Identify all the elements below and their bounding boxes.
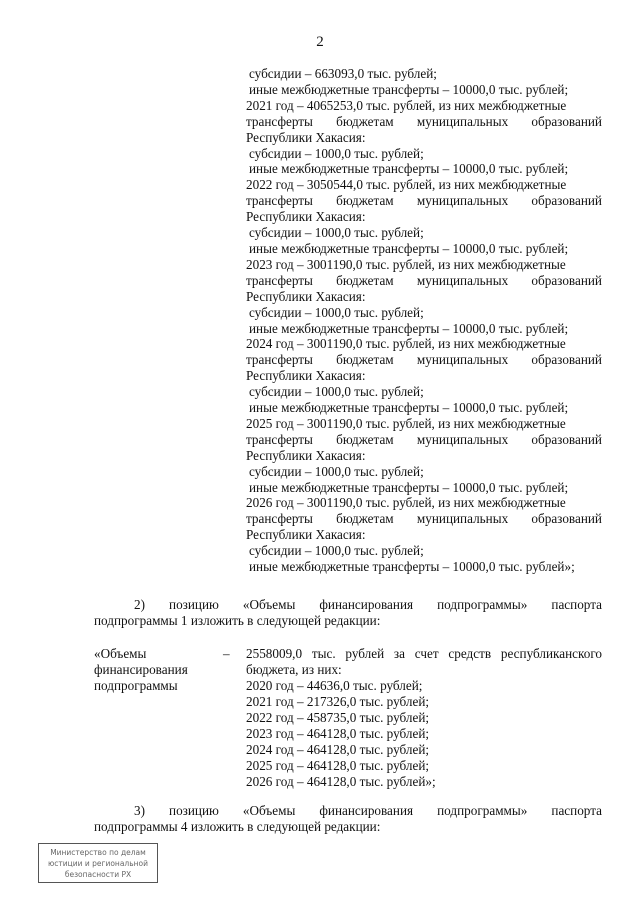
- text-line: Республики Хакасия:: [246, 209, 366, 225]
- value-line: 2022 год – 458735,0 тыс. рублей;: [246, 710, 430, 725]
- text-line: 2023 год – 3001190,0 тыс. рублей, из них межбюджетные: [246, 256, 566, 272]
- value-line: 2026 год – 464128,0 тыс. рублей»;: [246, 774, 436, 789]
- value-line: 2024 год – 464128,0 тыс. рублей;: [246, 742, 430, 757]
- text-line: субсидии – 1000,0 тыс. рублей;: [249, 304, 424, 320]
- text-line: иные межбюджетные трансферты – 10000,0 тыс. рублей;: [249, 81, 569, 97]
- paragraph-line: подпрограммы 4 изложить в следующей редакции:: [94, 819, 381, 834]
- text-line: 2024 год – 3001190,0 тыс. рублей, из них межбюджетные: [246, 336, 566, 352]
- text-line: субсидии – 1000,0 тыс. рублей;: [249, 463, 424, 479]
- value-line: 2025 год – 464128,0 тыс. рублей;: [246, 758, 430, 773]
- registration-stamp: [38, 843, 158, 883]
- text-line: субсидии – 1000,0 тыс. рублей;: [249, 384, 424, 400]
- table-dash: –: [223, 646, 230, 661]
- text-line: субсидии – 663093,0 тыс. рублей;: [249, 66, 437, 81]
- value-line: 2023 год – 464128,0 тыс. рублей;: [246, 726, 430, 741]
- text-line: иные межбюджетные трансферты – 10000,0 тыс. рублей;: [249, 400, 569, 416]
- text-line: Республики Хакасия:: [246, 288, 366, 304]
- text-line: 2025 год – 3001190,0 тыс. рублей, из них межбюджетные: [246, 415, 566, 431]
- paragraph-line: 2) позицию «Объемы финансирования подпрограммы» паспорта: [134, 597, 602, 612]
- text-line: субсидии – 1000,0 тыс. рублей;: [249, 225, 424, 241]
- text-line: трансферты бюджетам муниципальных образований: [246, 431, 602, 447]
- text-line: трансферты бюджетам муниципальных образований: [246, 352, 602, 368]
- budget-text-block: [246, 66, 602, 575]
- text-line: 2022 год – 3050544,0 тыс. рублей, из них межбюджетные: [246, 177, 567, 193]
- text-line: 2026 год – 3001190,0 тыс. рублей, из них межбюджетные: [246, 495, 566, 511]
- text-line: субсидии – 1000,0 тыс. рублей;: [249, 145, 424, 161]
- paragraph-line: подпрограммы 1 изложить в следующей редакции:: [94, 613, 381, 628]
- value-line: 2558009,0 тыс. рублей за счет средств республиканского: [246, 646, 602, 661]
- text-line: иные межбюджетные трансферты – 10000,0 тыс. рублей;: [249, 161, 569, 177]
- text-line: трансферты бюджетам муниципальных образований: [246, 113, 602, 129]
- value-line: 2020 год – 44636,0 тыс. рублей;: [246, 678, 423, 693]
- text-line: Республики Хакасия:: [246, 129, 366, 145]
- stamp-line: безопасности РХ: [64, 870, 132, 879]
- paragraph-item-3: [94, 803, 602, 835]
- paragraph-line: 3) позицию «Объемы финансирования подпрограммы» паспорта: [134, 803, 602, 818]
- value-line: бюджета, из них:: [246, 662, 342, 677]
- text-line: Республики Хакасия:: [246, 447, 366, 463]
- table-value-cell: [246, 646, 602, 790]
- text-line: Республики Хакасия:: [246, 368, 366, 384]
- text-line: иные межбюджетные трансферты – 10000,0 тыс. рублей;: [249, 479, 569, 495]
- text-line: иные межбюджетные трансферты – 10000,0 тыс. рублей;: [249, 320, 569, 336]
- text-line: трансферты бюджетам муниципальных образований: [246, 511, 602, 527]
- text-line: трансферты бюджетам муниципальных образований: [246, 193, 602, 209]
- text-line: иные межбюджетные трансферты – 10000,0 тыс. рублей»;: [249, 559, 575, 575]
- text-line: 2021 год – 4065253,0 тыс. рублей, из них межбюджетные: [246, 97, 567, 113]
- stamp-line: Министерство по делам: [50, 848, 146, 857]
- table-label-cell: [94, 646, 224, 694]
- label-line: «Объемы: [94, 646, 147, 661]
- value-line: 2021 год – 217326,0 тыс. рублей;: [246, 694, 430, 709]
- text-line: Республики Хакасия:: [246, 527, 366, 543]
- text-line: трансферты бюджетам муниципальных образований: [246, 272, 602, 288]
- paragraph-item-2: [94, 597, 602, 629]
- text-line: субсидии – 1000,0 тыс. рублей;: [249, 543, 424, 559]
- label-line: финансирования: [94, 662, 188, 677]
- stamp-line: юстиции и региональной: [47, 859, 149, 868]
- text-line: иные межбюджетные трансферты – 10000,0 тыс. рублей;: [249, 240, 569, 256]
- label-line: подпрограммы: [94, 678, 178, 693]
- page-number: 2: [316, 34, 324, 50]
